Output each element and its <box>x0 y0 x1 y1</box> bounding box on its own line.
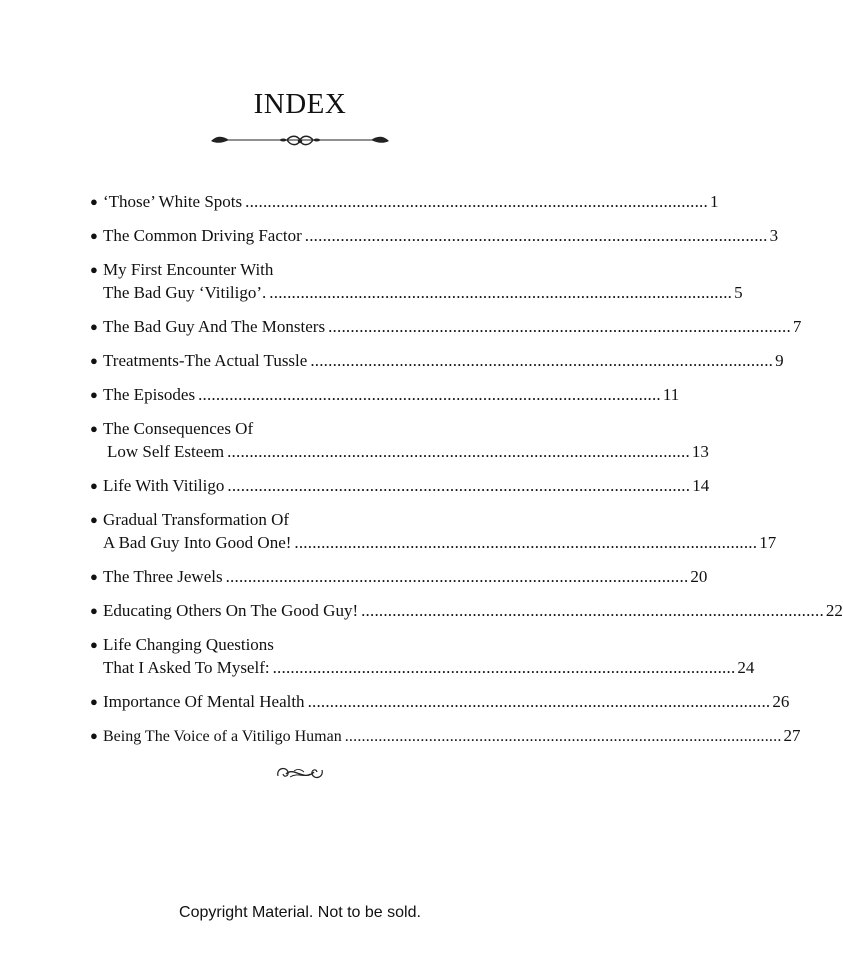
dot-leader: ........................................................................................................ <box>304 226 768 245</box>
bullet-icon: ● <box>90 319 98 334</box>
toc-entry-life-changing-questions <box>90 633 755 679</box>
bullet-icon: ● <box>90 228 98 243</box>
toc-page-number: 9 <box>775 351 784 370</box>
toc-page-number: 22 <box>825 601 843 620</box>
bullet-icon: ● <box>90 728 98 743</box>
flourish-ornament-icon <box>274 762 326 784</box>
copyright-notice: Copyright Material. Not to be sold. <box>179 904 421 921</box>
dot-leader: ........................................................................................................ <box>344 728 782 745</box>
toc-entry-life-with-vitiligo <box>90 474 710 497</box>
toc-entry-title: Life Changing Questions <box>103 635 274 654</box>
bullet-icon: ● <box>90 637 98 652</box>
toc-entry-mental-health <box>90 690 790 713</box>
toc-entry-gradual-transformation <box>90 508 777 554</box>
toc-entry-title: Educating Others On The Good Guy! <box>103 601 359 620</box>
toc-entry-voice-of-vitiligo-human <box>90 724 801 748</box>
toc-page-number: 5 <box>734 283 743 302</box>
toc-entry-episodes <box>90 383 680 406</box>
toc-entry-bad-guy-monsters <box>90 315 802 338</box>
dot-leader: ........................................................................................................ <box>227 476 691 495</box>
toc-entry-title: Being The Voice of a Vitiligo Human <box>103 728 342 745</box>
bullet-icon: ● <box>90 194 98 209</box>
dot-leader: ........................................................................................................ <box>269 283 733 302</box>
toc-entry-title: The Consequences Of <box>103 419 254 438</box>
toc-entry-title: ‘Those’ White Spots <box>103 192 243 211</box>
toc-entry-title: Treatments-The Actual Tussle <box>103 351 308 370</box>
toc-page-number: 26 <box>772 692 790 711</box>
dot-leader: ........................................................................................................ <box>361 601 824 620</box>
page-title: INDEX <box>253 88 347 120</box>
toc-entry-title: Importance Of Mental Health <box>103 692 305 711</box>
bullet-icon: ● <box>90 478 98 493</box>
ornamental-divider-icon <box>207 132 393 150</box>
toc-entry-title-continued: A Bad Guy Into Good One! <box>103 533 292 552</box>
table-of-contents <box>90 190 843 759</box>
bullet-icon: ● <box>90 353 98 368</box>
bullet-icon: ● <box>90 512 98 527</box>
toc-entry-title: My First Encounter With <box>103 260 274 279</box>
dot-leader: ........................................................................................................ <box>294 533 758 552</box>
toc-entry-three-jewels <box>90 565 708 588</box>
toc-entry-those-white-spots <box>90 190 719 213</box>
bullet-icon: ● <box>90 694 98 709</box>
toc-page-number: 1 <box>709 192 719 211</box>
dot-leader: ........................................................................................................ <box>307 692 771 711</box>
bullet-icon: ● <box>90 387 98 402</box>
dot-leader: ........................................................................................................ <box>272 658 736 677</box>
bullet-icon: ● <box>90 262 98 277</box>
bullet-icon: ● <box>90 569 98 584</box>
toc-page-number: 7 <box>792 317 802 336</box>
toc-page-number: 14 <box>692 476 710 495</box>
toc-page-number: 13 <box>691 442 709 461</box>
toc-page-number: 17 <box>759 533 777 552</box>
toc-page-number: 20 <box>690 567 708 586</box>
toc-page-number: 24 <box>737 658 755 677</box>
toc-entry-title: Life With Vitiligo <box>103 476 225 495</box>
toc-entry-title-continued: The Bad Guy ‘Vitiligo’. <box>103 283 267 302</box>
toc-entry-treatments <box>90 349 784 372</box>
toc-entry-consequences <box>90 417 709 463</box>
toc-entry-title: The Episodes <box>103 385 196 404</box>
toc-entry-title: The Three Jewels <box>103 567 223 586</box>
toc-entry-educating-others <box>90 599 843 622</box>
toc-entry-title: Gradual Transformation Of <box>103 510 290 529</box>
toc-entry-title-continued: Low Self Esteem <box>107 442 225 461</box>
dot-leader: ........................................................................................................ <box>328 317 791 336</box>
toc-page-number: 11 <box>662 385 680 404</box>
bullet-icon: ● <box>90 421 98 436</box>
toc-page-number: 3 <box>769 226 779 245</box>
toc-entry-common-driving-factor <box>90 224 779 247</box>
bullet-icon: ● <box>90 603 98 618</box>
dot-leader: ........................................................................................................ <box>225 567 689 586</box>
dot-leader: ........................................................................................................ <box>227 442 690 461</box>
toc-entry-first-encounter <box>90 258 743 304</box>
dot-leader: ........................................................................................................ <box>245 192 708 211</box>
toc-entry-title: The Bad Guy And The Monsters <box>103 317 326 336</box>
toc-entry-title: The Common Driving Factor <box>103 226 302 245</box>
dot-leader: ........................................................................................................ <box>198 385 661 404</box>
toc-page-number: 27 <box>783 726 801 745</box>
dot-leader: ........................................................................................................ <box>310 351 774 370</box>
toc-entry-title-continued: That I Asked To Myself: <box>103 658 270 677</box>
